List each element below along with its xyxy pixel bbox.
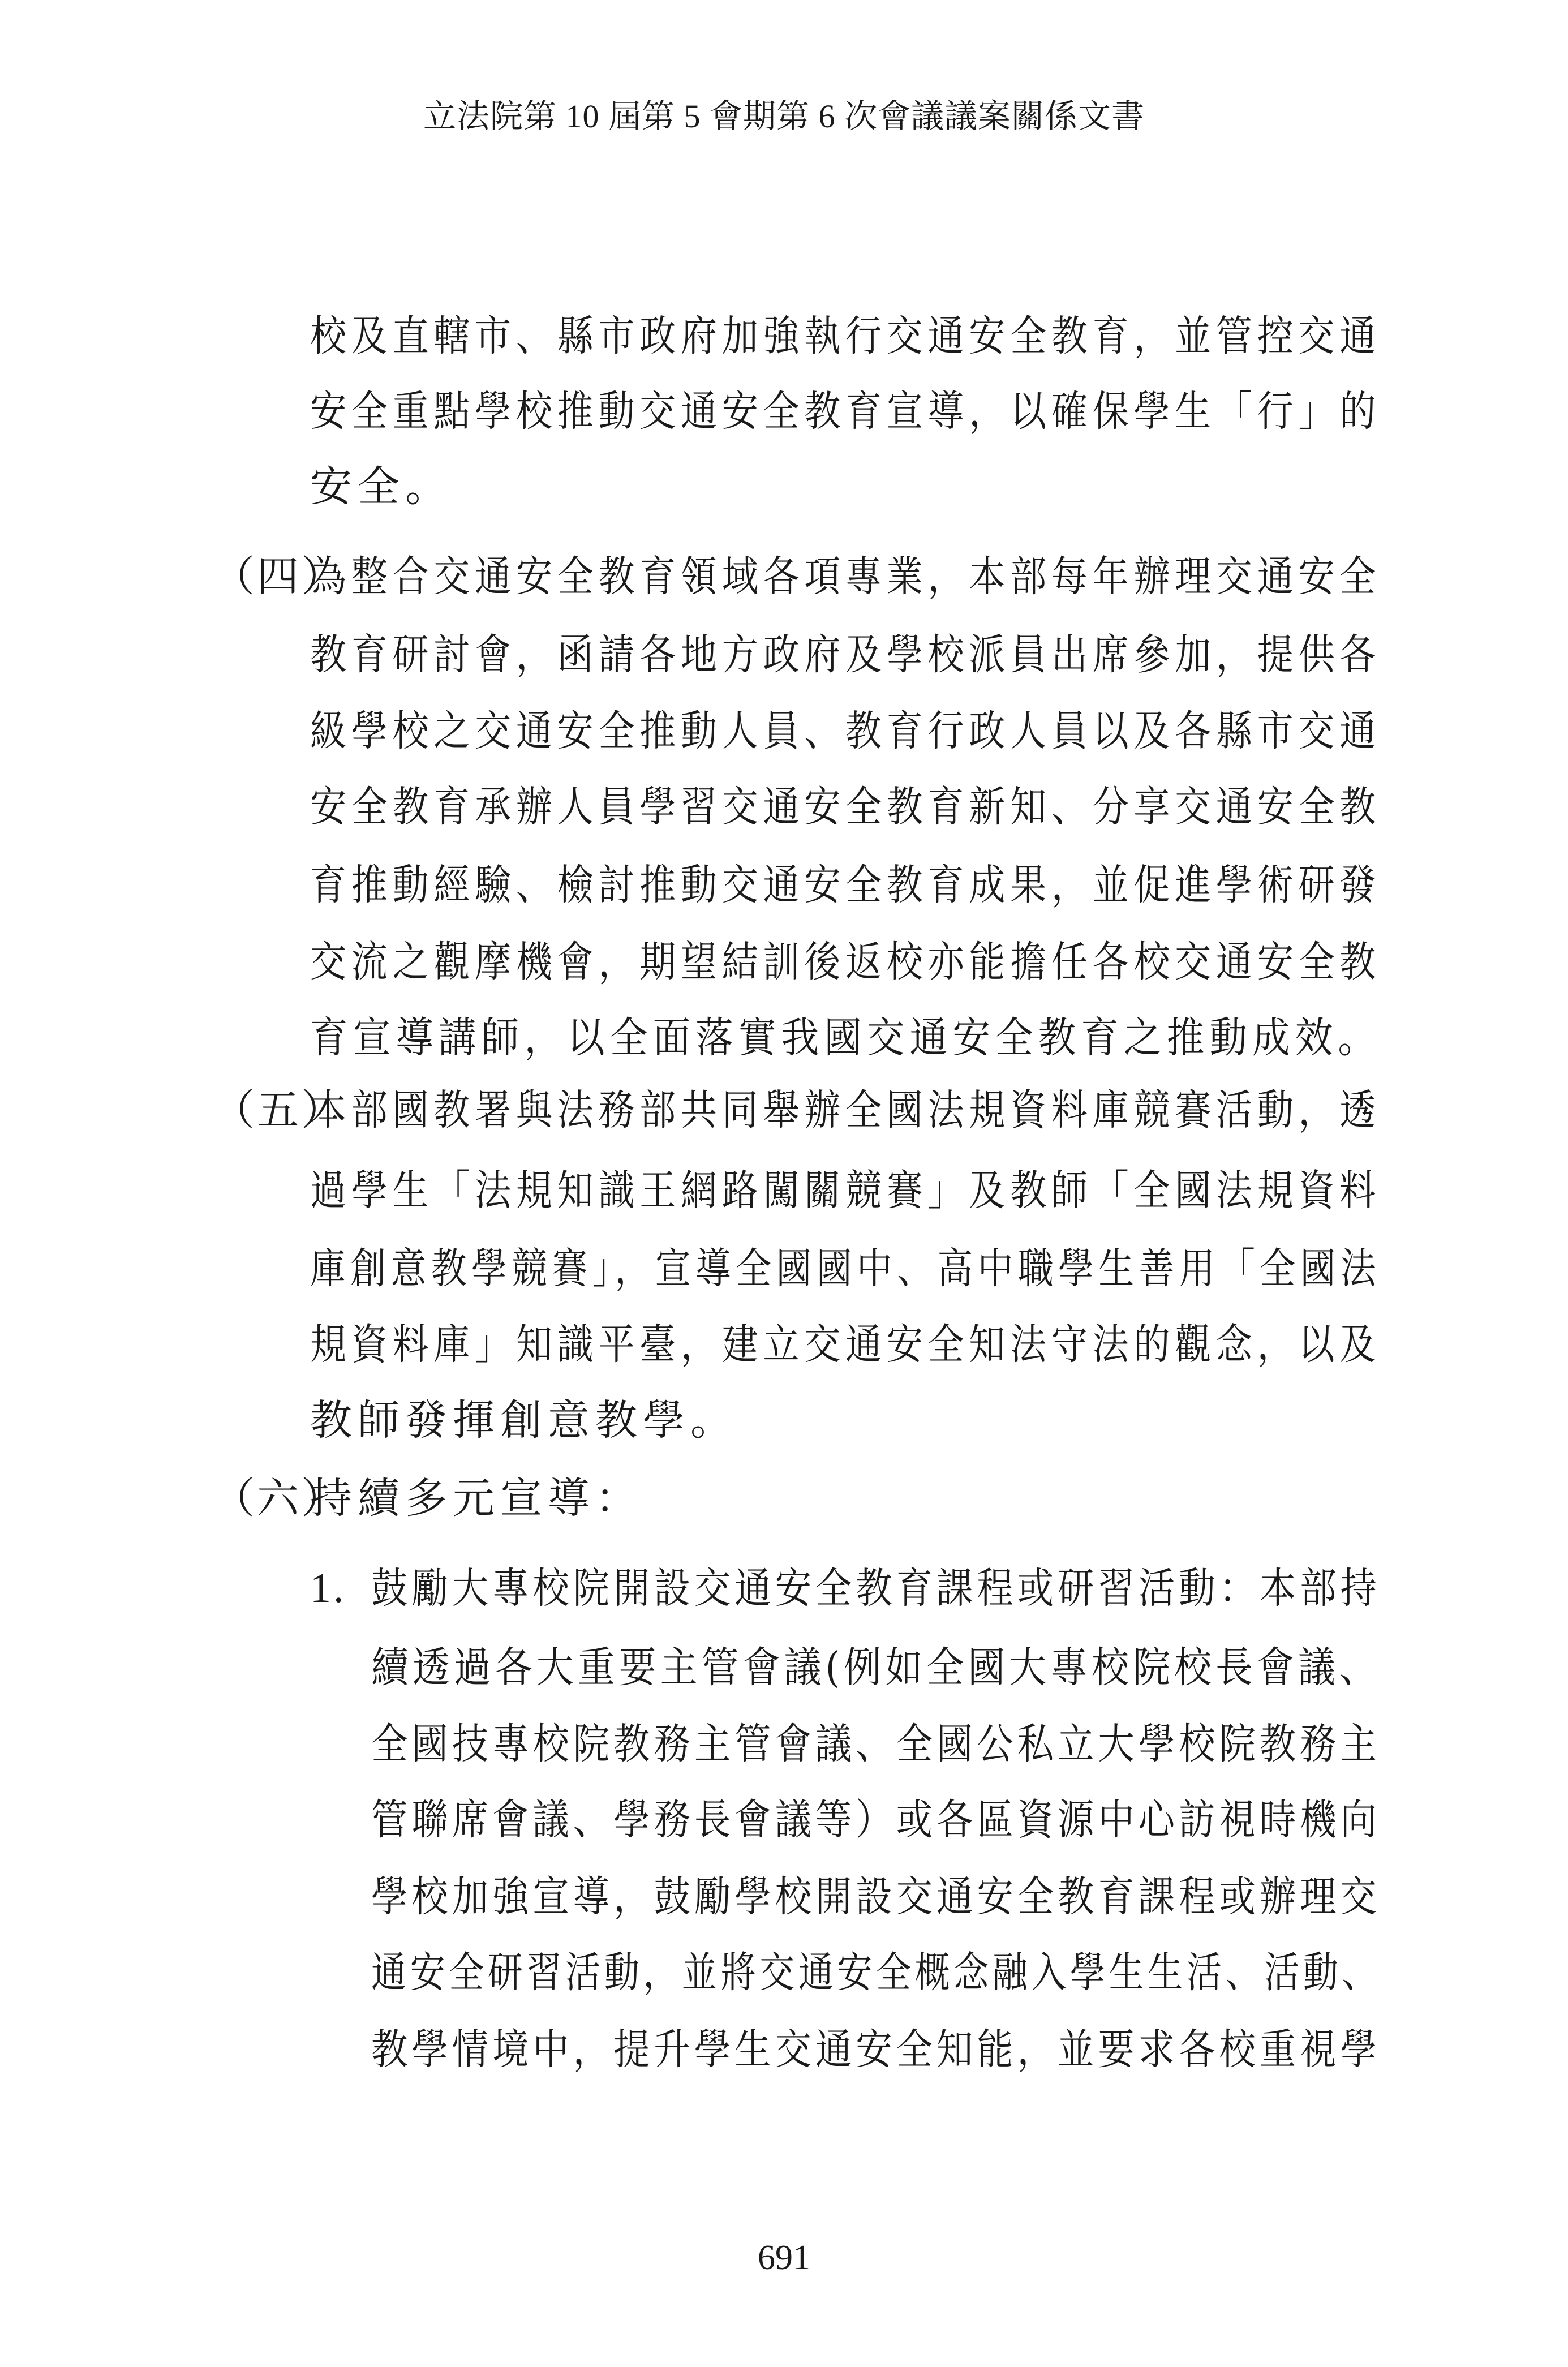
text-line: 續透過各大重要主管會議(例如全國大專校院校長會議、 bbox=[371, 1643, 1381, 1692]
text-line: 交流之觀摩機會，期望結訓後返校亦能擔任各校交通安全教 bbox=[310, 938, 1381, 986]
text-line: 本部國教署與法務部共同舉辦全國法規資料庫競賽活動，透 bbox=[310, 1086, 1381, 1135]
text-line: 庫創意教學競賽」，宣導全國國中、高中職學生善用「全國法 bbox=[310, 1244, 1381, 1293]
text-line: 全國技專校院教務主管會議、全國公私立大學校院教務主 bbox=[371, 1720, 1381, 1768]
text-line: 管聯席會議、學務長會議等）或各區資源中心訪視時機向 bbox=[371, 1795, 1381, 1844]
text-line: 持續多元宣導： bbox=[310, 1474, 643, 1523]
text-line: 育宣導講師，以全面落實我國交通安全教育之推動成效。 bbox=[310, 1013, 1381, 1062]
text-line: 教學情境中，提升學生交通安全知能，並要求各校重視學 bbox=[371, 2025, 1381, 2074]
text-line: 安全。 bbox=[310, 462, 453, 511]
text-line: 校及直轄市、縣市政府加強執行交通安全教育，並管控交通 bbox=[310, 312, 1381, 360]
text-line: 規資料庫」知識平臺，建立交通安全知法守法的觀念，以及 bbox=[310, 1320, 1381, 1369]
item-marker: （五） bbox=[213, 1086, 345, 1135]
text-line: 教師發揮創意教學。 bbox=[310, 1396, 738, 1445]
text-line: 通安全研習活動，並將交通安全概念融入學生生活、活動、 bbox=[371, 1948, 1381, 1997]
text-line: 過學生「法規知識王網路闖關競賽」及教師「全國法規資料 bbox=[310, 1166, 1381, 1215]
text-line: 學校加強宣導，鼓勵學校開設交通安全教育課程或辦理交 bbox=[371, 1872, 1381, 1921]
text-line: 鼓勵大專校院開設交通安全教育課程或研習活動：本部持 bbox=[371, 1564, 1381, 1613]
text-line: 級學校之交通安全推動人員、教育行政人員以及各縣市交通 bbox=[310, 707, 1381, 755]
text-line: 育推動經驗、檢討推動交通安全教育成果，並促進學術研發 bbox=[310, 861, 1381, 909]
text-line: 安全重點學校推動交通安全教育宣導，以確保學生「行」的 bbox=[310, 387, 1381, 436]
page-number: 691 bbox=[758, 2239, 810, 2277]
text-line: 為整合交通安全教育領域各項專業，本部每年辦理交通安全 bbox=[310, 552, 1381, 601]
text-line: 教育研討會，函請各地方政府及學校派員出席參加，提供各 bbox=[310, 630, 1381, 679]
document-header: 立法院第 10 屆第 5 會期第 6 次會議議案關係文書 bbox=[423, 98, 1145, 135]
subitem-marker: 1. bbox=[310, 1565, 346, 1612]
item-marker: （四） bbox=[213, 552, 345, 601]
item-marker: （六） bbox=[213, 1474, 345, 1523]
text-line: 安全教育承辦人員學習交通安全教育新知、分享交通安全教 bbox=[310, 783, 1381, 831]
